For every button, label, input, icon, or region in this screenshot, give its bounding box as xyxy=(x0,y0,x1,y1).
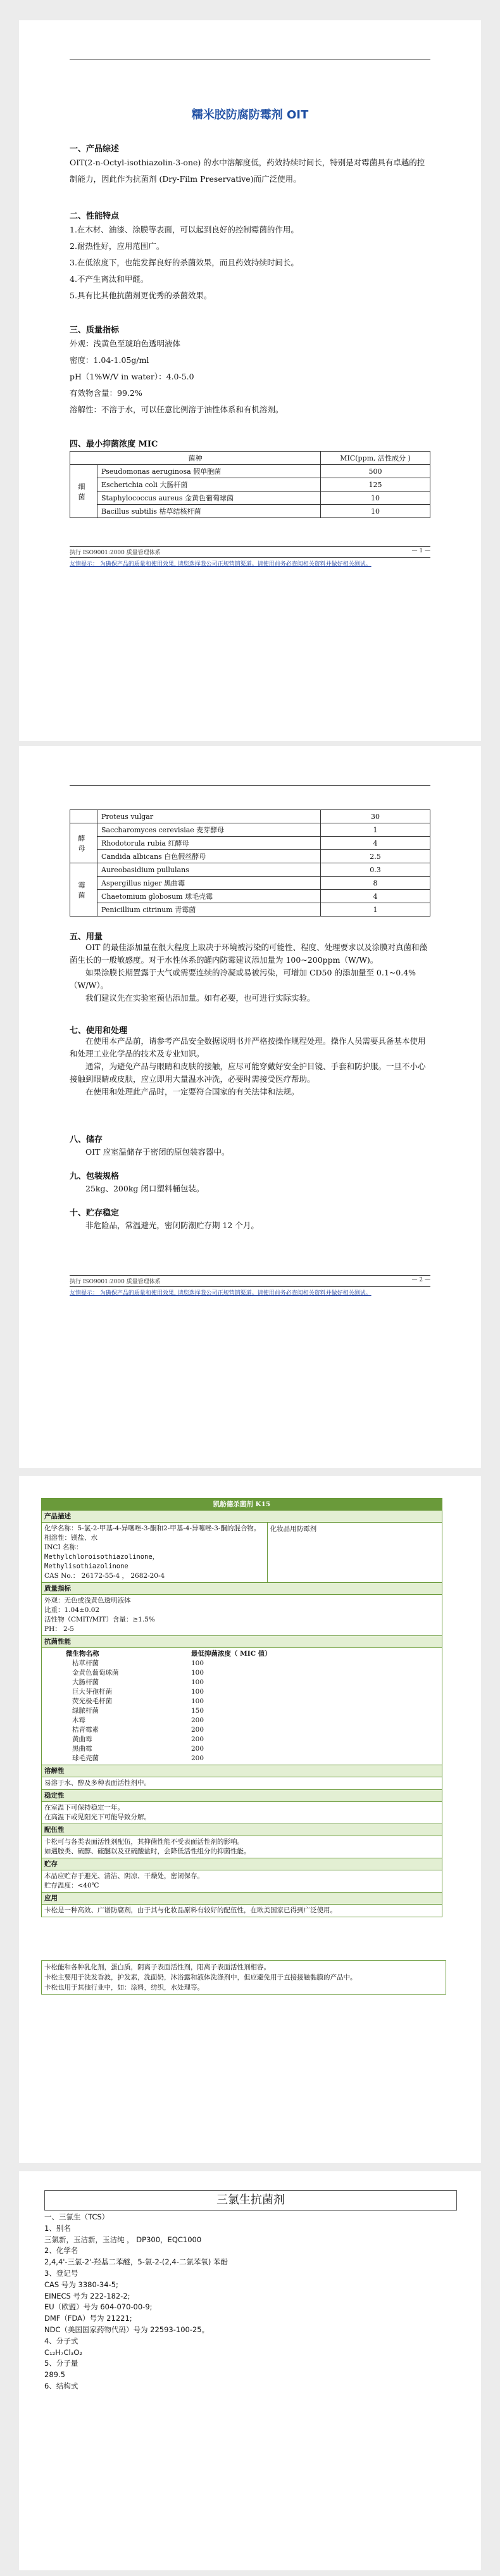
table-cell: Aureobasidium pullulans xyxy=(97,863,321,877)
table-row xyxy=(70,903,430,917)
list-item: pH（1%W/V in water）：4.0-5.0 xyxy=(70,372,194,381)
section-heading: 一、产品综述 xyxy=(70,144,120,154)
section-heading: 五、用量 xyxy=(70,932,103,942)
section-heading: 八、储存 xyxy=(70,1135,103,1145)
table-cell: 2.5 xyxy=(321,850,430,863)
table-cell: 0.3 xyxy=(321,863,430,877)
group-cell: 酵母 xyxy=(70,823,97,863)
mic-table xyxy=(63,1649,274,1763)
table-row xyxy=(63,1649,274,1659)
paragraph xyxy=(70,1181,430,1197)
storage-body xyxy=(42,1870,442,1892)
table-cell: 金黄色葡萄球菌 xyxy=(72,1669,119,1677)
table-cell: 10 xyxy=(321,505,430,518)
page-number: — 2 — xyxy=(411,1277,430,1283)
info-row xyxy=(42,1522,442,1582)
product-sheet xyxy=(41,1498,442,1917)
usage-note xyxy=(41,1960,446,1995)
table-cell: Aspergillus niger 黑曲霉 xyxy=(97,877,321,890)
table-header-cell: MIC(ppm, 活性成分 ) xyxy=(321,452,430,465)
page-title: 糯米胶防腐防霉剂 OIT xyxy=(191,108,309,122)
detail-line: 1、别名 xyxy=(44,2223,71,2233)
note-line: 卡松也用于其他行业中，如：涂料，纺织，水处理等。 xyxy=(44,1984,204,1991)
table-cell: 150 xyxy=(191,1707,204,1715)
application-body: 卡松是一种高效、广谱防腐剂，由于其与化妆品原料有较好的配伍性，在欧美国家已得到广泛使用。 xyxy=(42,1904,442,1917)
table-cell: 100 xyxy=(191,1659,204,1667)
quality-line: PH： 2-5 xyxy=(44,1625,74,1633)
stability-body xyxy=(42,1801,442,1824)
table-cell: 100 xyxy=(191,1669,204,1677)
table-cell: 200 xyxy=(191,1745,204,1753)
table-header-cell: 菌种 xyxy=(70,452,321,465)
table-cell: 200 xyxy=(191,1726,204,1734)
group-cell: 霉菌 xyxy=(70,863,97,917)
table-cell: Escherichia coli 大肠杆菌 xyxy=(97,478,321,492)
section-heading: 二、性能特点 xyxy=(70,212,120,221)
detail-line: 2、化学名 xyxy=(44,2246,78,2256)
table-cell: Chaetomium globosum 球毛壳霉 xyxy=(97,890,321,903)
detail-line: 一、三氯生（TCS） xyxy=(44,2212,109,2221)
table-cell: 绿脓杆菌 xyxy=(72,1707,99,1715)
mic-table xyxy=(70,451,430,518)
paragraph-line: 如果涂膜长期置露于大气或需要连续的冷凝或易被污染，可增加 CD50 的添加量至 0.1~0.4%（W/W）。 xyxy=(70,968,416,990)
page-footer xyxy=(70,1275,430,1285)
stability-line: 在高温下或见阳光下可能导致分解。 xyxy=(44,1813,151,1821)
document-page-2 xyxy=(19,746,481,1468)
list-item: 2.耐热性好，应用范围广。 xyxy=(70,241,165,251)
paragraph-line: 在使用本产品前，请参考产品安全数据说明书并严格按操作规程处理。操作人员需要具备基本使用和处理工业化学品的技术及专业知识。 xyxy=(70,1036,426,1058)
sheet-title: 凯舫德杀菌剂 K15 xyxy=(42,1499,442,1510)
info-line: CAS No.： 26172-55-4 ， 2682-20-4 xyxy=(44,1572,165,1580)
table-cell: 黄曲霉 xyxy=(72,1735,92,1743)
detail-line: NDC（美国国家药物代码）号为 22593-100-25。 xyxy=(44,2325,209,2334)
table-row xyxy=(70,823,430,837)
table-cell: 100 xyxy=(191,1688,204,1696)
section-heading: 四、最小抑菌浓度 MIC xyxy=(70,440,158,449)
section-heading: 七、使用和处理 xyxy=(70,1026,128,1036)
section-heading: 十、贮存稳定 xyxy=(70,1209,120,1218)
table-row xyxy=(63,1668,274,1678)
paragraph xyxy=(70,1144,430,1160)
table-row xyxy=(63,1744,274,1754)
page-footer xyxy=(70,546,430,556)
footer-link[interactable]: 友情提示： 为确保产品的质量和使用效果, 请您选择我公司正规营销渠道。请使用前务必查阅相关资料并做好相关测试。 xyxy=(70,1286,430,1297)
info-right: 化妆品用防霉剂 xyxy=(270,1525,317,1533)
table-row xyxy=(63,1725,274,1735)
quality-line: 外观：无色或浅黄色透明液体 xyxy=(44,1597,131,1604)
section-heading: 三、质量指标 xyxy=(70,326,120,335)
paragraph-line: 25kg、200kg 闭口塑料桶包装。 xyxy=(85,1184,204,1193)
section-heading: 九、包装规格 xyxy=(70,1172,120,1181)
table-cell: 巨大芽孢杆菌 xyxy=(72,1688,112,1696)
table-cell: 10 xyxy=(321,492,430,505)
paragraph-line: OIT 的最佳添加量在很大程度上取决于环境被污染的可能性、程度、处理要求以及涂膜对真菌和藻菌生长的一般敏感度。对于水性体系的罐内防霉建议添加量为 100~200ppm（W/W)。 xyxy=(70,942,427,965)
table-row xyxy=(63,1659,274,1668)
table-cell: 200 xyxy=(191,1716,204,1724)
table-cell: Rhodotorula rubia 红酵母 xyxy=(97,837,321,850)
table-cell: 200 xyxy=(191,1735,204,1743)
table-cell: 大肠杆菌 xyxy=(72,1678,99,1686)
footer-text: 执行 ISO9001:2000 质量管理体系 xyxy=(70,1279,161,1285)
mic-table-continued xyxy=(70,809,430,917)
section-heading: 贮存 xyxy=(42,1858,442,1870)
compat-body xyxy=(42,1836,442,1858)
section-heading: 应用 xyxy=(42,1892,442,1904)
table-row xyxy=(70,850,430,863)
list-item: 4.不产生离汰和甲醛。 xyxy=(70,274,149,284)
table-cell: 1 xyxy=(321,823,430,837)
info-line: INCI 名称： xyxy=(44,1544,83,1551)
section-heading: 质量指标 xyxy=(42,1582,442,1594)
document-page-4 xyxy=(19,2171,481,2570)
table-cell: 枯草杆菌 xyxy=(72,1659,99,1667)
paragraph-line: 通常，为避免产品与眼睛和皮肤的接触，应尽可能穿戴好安全护目镜、手套和防护服。一旦不小心接触到眼睛或皮肤，应立即用大量温水冲洗，必要时需接受医疗帮助。 xyxy=(70,1062,426,1084)
paragraph-line: 我们建议先在实验室预估添加量。如有必要，也可进行实际实验。 xyxy=(85,993,315,1003)
table-row xyxy=(63,1678,274,1687)
table-row xyxy=(70,810,430,823)
table-row xyxy=(63,1735,274,1744)
paragraph: OIT(2-n-Octyl-isothiazolin-3-one) 的水中溶解度低，药效持续时间长，特别是对霉菌具有卓越的控制能力，因此作为抗菌剂 (Dry-Film Preservative)而广泛使用。 xyxy=(70,158,425,184)
info-line: 相溶性：镁盐、水 xyxy=(44,1534,97,1542)
table-cell: 100 xyxy=(191,1678,204,1686)
list-item: 1.在木材、油漆、涂膜等表面，可以起到良好的控制霉菌的作用。 xyxy=(70,225,299,234)
detail-line: 4、分子式 xyxy=(44,2336,78,2345)
info-line: Methylisothiazolinone xyxy=(44,1563,128,1570)
paragraph-line: OIT 应室温储存于密闭的原包装容器中。 xyxy=(85,1147,230,1157)
paragraph xyxy=(70,941,430,1005)
section-heading: 溶解性 xyxy=(42,1765,442,1777)
detail-line: 6、结构式 xyxy=(44,2381,78,2390)
page-title: 三氯生抗菌剂 xyxy=(44,2190,457,2211)
table-row xyxy=(70,877,430,890)
quality-line: 活性物（CMIT/MIT）含量：≥1.5% xyxy=(44,1616,155,1623)
info-line: 化学名称：5-氯-2-甲基-4-异噻唑-3-酮和2-甲基-4-异噻唑-3-酮的混合物。 xyxy=(44,1525,261,1532)
detail-line: 289.5 xyxy=(44,2370,65,2380)
table-cell: 荧光极毛杆菌 xyxy=(72,1697,112,1705)
paragraph xyxy=(70,1035,430,1098)
footer-link[interactable]: 友情提示： 为确保产品的质量和使用效果, 请您选择我公司正规营销渠道。请使用前务必查阅相关资料并做好相关测试。 xyxy=(70,557,430,568)
table-cell: Candida albicans 白色假丝酵母 xyxy=(97,850,321,863)
table-row xyxy=(63,1754,274,1763)
list-item: 溶解性：不溶于水，可以任意比例溶于油性体系和有机溶剂。 xyxy=(70,405,284,414)
stability-line: 在室温下可保持稳定一年。 xyxy=(44,1804,124,1811)
quality-list xyxy=(70,336,430,418)
table-row xyxy=(70,492,430,505)
detail-line: 3、登记号 xyxy=(44,2268,78,2278)
info-line: Methylchloroisothiazolinone， xyxy=(44,1553,159,1561)
table-row xyxy=(70,465,430,478)
table-row xyxy=(63,1697,274,1706)
note-line: 卡松能和各种乳化剂，蛋白质，阴离子表面活性剂，阳离子表面活性剂相容。 xyxy=(44,1964,270,1971)
detail-line: C₁₂H₇Cl₃O₂ xyxy=(44,2347,83,2357)
list-item: 有效物含量：99.2% xyxy=(70,388,142,398)
quality-body xyxy=(42,1594,442,1635)
triclosan-details xyxy=(44,2212,456,2392)
solubility-body: 易溶于水、醇及多种表面活性剂中。 xyxy=(42,1777,442,1789)
table-cell: 500 xyxy=(321,465,430,478)
table-row xyxy=(63,1687,274,1697)
table-cell: 球毛壳菌 xyxy=(72,1754,99,1762)
table-cell: Staphylococcus aureus 金黄色葡萄球菌 xyxy=(97,492,321,505)
compat-line: 卡松可与各类表面活性剂配伍，其抑菌性能不受表面活性剂的影响。 xyxy=(44,1838,244,1846)
detail-line: DMF（FDA）号为 21221; xyxy=(44,2314,132,2323)
feature-list xyxy=(70,222,430,304)
paragraph-line: 在使用和处理此产品时，一定要符合国家的有关法律和法规。 xyxy=(85,1087,299,1096)
detail-line: 三氯新，玉洁新，玉洁纯 ， DP300，EQC1000 xyxy=(44,2235,202,2244)
list-item: 3.在低浓度下，也能发挥良好的杀菌效果，而且药效持续时间长。 xyxy=(70,258,299,267)
quality-line: 比重：1.04±0.02 xyxy=(44,1606,100,1614)
table-cell: 4 xyxy=(321,890,430,903)
table-cell: 100 xyxy=(191,1697,204,1705)
table-header-cell: 最低抑菌浓度（ MIC 值） xyxy=(191,1650,272,1658)
table-cell: Bacillus subtilis 枯草结核杆菌 xyxy=(97,505,321,518)
paragraph-line: 非危险品，常温避光，密闭防潮贮存期 12 个月。 xyxy=(85,1221,259,1230)
compat-line: 如遇胺类、硫醇、硫醚以及亚硫酸盐时，会降低活性组分的抑菌性能。 xyxy=(44,1848,251,1855)
table-cell: 4 xyxy=(321,837,430,850)
table-row xyxy=(70,505,430,518)
footer-text: 执行 ISO9001:2000 质量管理体系 xyxy=(70,550,161,556)
table-header-cell: 微生物名称 xyxy=(66,1650,99,1658)
table-cell: 8 xyxy=(321,877,430,890)
list-item: 5.具有比其他抗菌剂更优秀的杀菌效果。 xyxy=(70,291,212,300)
group-cell: 细菌 xyxy=(70,465,97,518)
table-cell: Pseudomonas aeruginosa 假单胞菌 xyxy=(97,465,321,478)
section-heading: 稳定性 xyxy=(42,1789,442,1801)
group-cell xyxy=(70,810,97,823)
detail-line: EU（欧盟）号为 604-070-00-9; xyxy=(44,2302,153,2312)
table-row xyxy=(63,1716,274,1725)
table-row xyxy=(70,863,430,877)
storage-line: 本品应贮存于避光、清洁、阴凉、干燥处，密闭保存。 xyxy=(44,1872,204,1880)
table-cell: 200 xyxy=(191,1754,204,1762)
list-item: 外观：浅黄色至琥珀色透明液体 xyxy=(70,339,181,348)
table-cell: Saccharomyces cerevisiae 麦芽酵母 xyxy=(97,823,321,837)
paragraph xyxy=(70,1217,430,1234)
page-number: — 1 — xyxy=(411,548,430,554)
table-cell: 木霉 xyxy=(72,1716,85,1724)
table-row xyxy=(70,452,430,465)
table-cell: 1 xyxy=(321,903,430,917)
detail-line: CAS 号为 3380-34-5; xyxy=(44,2280,118,2289)
antibacterial-body xyxy=(42,1647,442,1765)
section-heading: 配伍性 xyxy=(42,1824,442,1836)
table-cell: 黑曲霉 xyxy=(72,1745,92,1753)
document-page-3 xyxy=(19,1476,481,2163)
detail-line: 5、分子量 xyxy=(44,2359,78,2368)
list-item: 密度：1.04-1.05g/ml xyxy=(70,355,149,365)
table-cell: Proteus vulgar xyxy=(97,810,321,823)
note-line: 卡松主要用于洗发香波，护发素，洗面奶，沐浴露和液体洗涤剂中，但应避免用于直接接触黏膜的产品中。 xyxy=(44,1974,357,1981)
info-left xyxy=(42,1523,268,1582)
header-rule xyxy=(70,785,430,786)
document-page-1 xyxy=(19,20,481,741)
table-row xyxy=(70,837,430,850)
table-cell: 桔青霉素 xyxy=(72,1726,99,1734)
section-heading: 抗菌性能 xyxy=(42,1635,442,1647)
detail-line: EINECS 号为 222-182-2; xyxy=(44,2291,130,2300)
table-row xyxy=(70,890,430,903)
section-heading: 产品描述 xyxy=(42,1510,442,1522)
table-row xyxy=(70,478,430,492)
storage-line: 贮存温度：<40℃ xyxy=(44,1882,99,1889)
table-cell: 125 xyxy=(321,478,430,492)
table-row xyxy=(63,1706,274,1716)
table-cell: 30 xyxy=(321,810,430,823)
detail-line: 2,4,4'-三氯-2'-羟基二苯醚，5-氯-2-(2,4-二氯苯氧) 苯酚 xyxy=(44,2257,228,2267)
table-cell: Penicillium citrinum 青霉菌 xyxy=(97,903,321,917)
